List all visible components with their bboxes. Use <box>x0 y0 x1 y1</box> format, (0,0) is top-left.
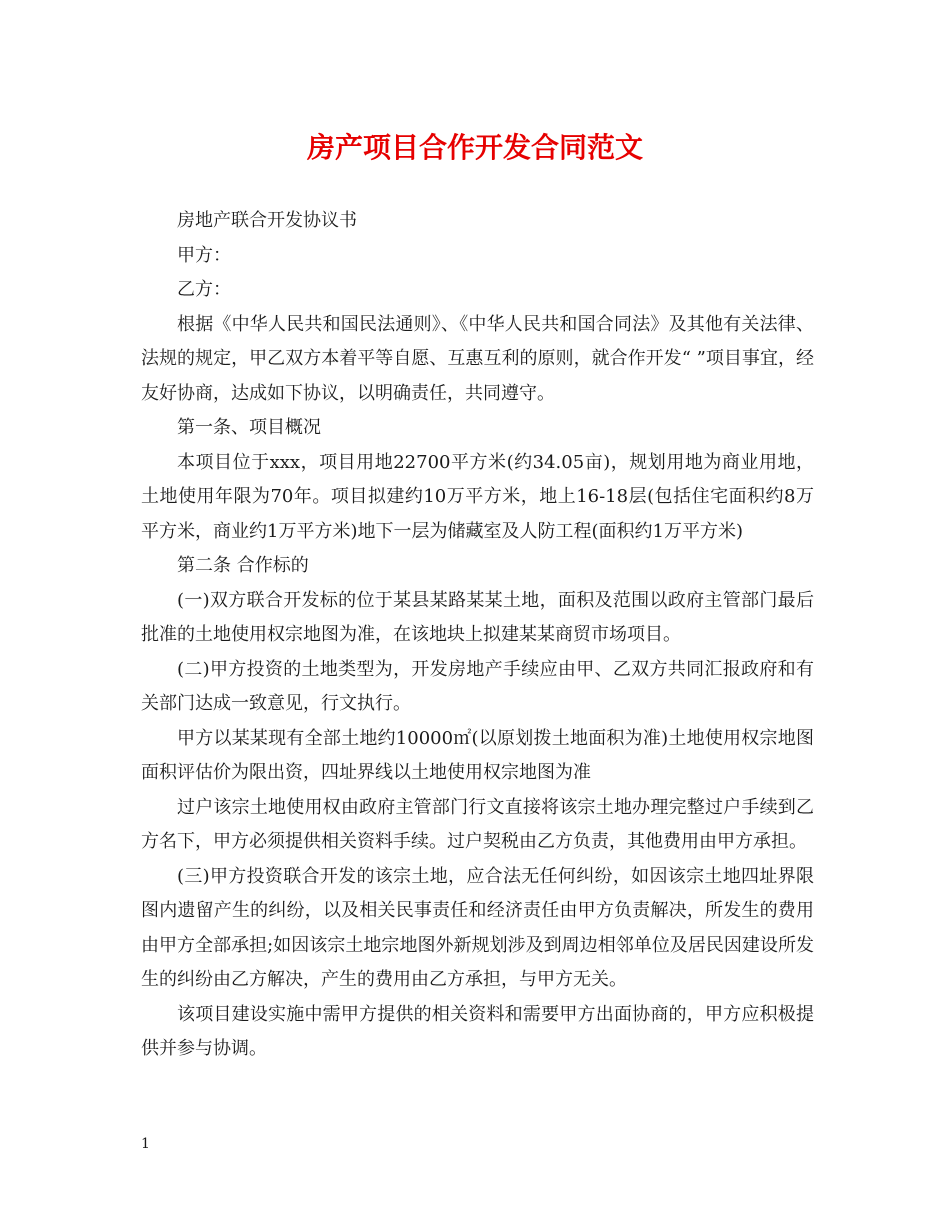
paragraph-article-2-title: 第二条 合作标的 <box>177 555 309 576</box>
paragraph-party-b: 乙方： <box>177 279 231 300</box>
paragraph-cooperation: 该项目建设实施中需甲方提供的相关资料和需要甲方出面协商的，甲方应积极提供并参与协调。 <box>141 1003 814 1059</box>
paragraph-land-transfer: 过户该宗土地使用权由政府主管部门行文直接将该宗土地办理完整过户手续到乙方名下，甲方必须提供相关资料手续。过户契税由乙方负责，其他费用由甲方承担。 <box>141 796 814 852</box>
paragraph-clause-2: (二)甲方投资的土地类型为，开发房地产手续应由甲、乙双方共同汇报政府和有关部门达成一致意见，行文执行。 <box>141 658 814 714</box>
page-number: 1 <box>141 1136 150 1152</box>
paragraph-preamble: 根据《中华人民共和国民法通则》、《中华人民共和国合同法》及其他有关法律、法规的规定，甲乙双方本着平等自愿、互惠互利的原则，就合作开发“ ”项目事宜，经友好协商，达成如下协议，以明确责任，共同遵守。 <box>141 313 814 404</box>
paragraph-project-overview: 本项目位于xxx，项目用地22700平方米(约34.05亩)，规划用地为商业用地，土地使用年限为70年。项目拟建约10万平方米，地上16-18层(包括住宅面积约8万平方米，商业约1万平方米)地下一层为储藏室及人防工程(面积约1万平方米) <box>141 451 814 542</box>
document-body <box>141 204 814 1067</box>
paragraph-clause-3: (三)甲方投资联合开发的该宗土地，应合法无任何纠纷，如因该宗土地四址界限图内遗留产生的纠纷，以及相关民事责任和经济责任由甲方负责解决，所发生的费用由甲方全部承担;如因该宗土地宗地图外新规划涉及到周边相邻单位及居民因建设所发生的纠纷由乙方解决，产生的费用由乙方承担，与甲方无关。 <box>141 865 814 990</box>
paragraph-land-contribution: 甲方以某某现有全部土地约10000㎡(以原划拨土地面积为准)土地使用权宗地图面积评估价为限出资，四址界线以土地使用权宗地图为准 <box>141 727 814 783</box>
paragraph-heading: 房地产联合开发协议书 <box>177 210 357 231</box>
paragraph-party-a: 甲方： <box>177 244 231 266</box>
document-title: 房产项目合作开发合同范文 <box>306 131 643 164</box>
paragraph-clause-1: (一)双方联合开发标的位于某县某路某某土地，面积及范围以政府主管部门最后批准的土地使用权宗地图为准，在该地块上拟建某某商贸市场项目。 <box>141 589 814 645</box>
paragraph-article-1-title: 第一条、项目概况 <box>177 417 321 438</box>
